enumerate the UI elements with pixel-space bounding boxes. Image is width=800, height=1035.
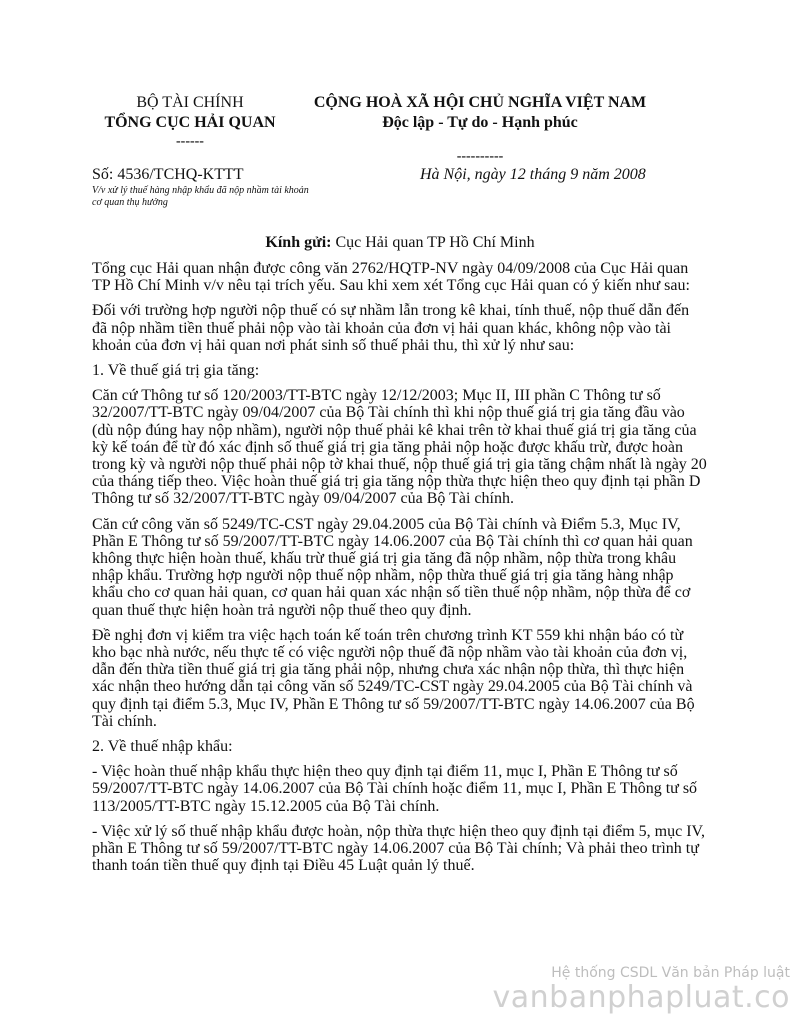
- document-number: Số: 4536/TCHQ-KTTT: [92, 166, 244, 183]
- paragraph: Đối với trường hợp người nộp thuế có sự nhầm lẫn trong kê khai, tính thuế, nộp thuế dẫn đến đã nộp nhầm tiền thuế phải nộp vào tài khoản của đơn vị hải quan khác, không nộp vào tài khoản của đơn vị hải quan nơi phát sinh số thuế phải thu, thì xử lý như sau:: [92, 302, 690, 354]
- document-body: [92, 260, 708, 883]
- section-heading: 2. Về thuế nhập khẩu:: [92, 738, 233, 756]
- paragraph: - Việc xử lý số thuế nhập khẩu được hoàn, nộp thừa thực hiện theo quy định tại điểm 5, mục IV, phần E Thông tư số 59/2007/TT-BTC ngày 14.06.2007 của Bộ Tài chính; Và phải theo trình tự thanh toán tiền thuế quy định tại Điều 45 Luật quản lý thuế.: [92, 822, 706, 875]
- paragraph: - Việc hoàn thuế nhập khẩu thực hiện theo quy định tại điểm 11, mục I, Phần E Thông tư số 59/2007/TT-BTC ngày 14.06.2007 của Bộ Tài chính hoặc điểm 11, mục I, Phần E Thông tư số 113/2005/TT-BTC ngày 15.12.2005 của Bộ Tài chính.: [92, 763, 698, 815]
- recipient-name: Cục Hải quan TP Hồ Chí Minh: [331, 234, 535, 251]
- department-rule: ------: [176, 134, 204, 149]
- recipient-label: Kính gửi:: [265, 234, 332, 251]
- motto: Độc lập - Tự do - Hạnh phúc: [382, 114, 578, 131]
- place-date: Hà Nội, ngày 12 tháng 9 năm 2008: [420, 166, 646, 183]
- paragraph: Đề nghị đơn vị kiểm tra việc hạch toán kế toán trên chương trình KT 559 khi nhận báo có từ kho bạc nhà nước, nếu thực tế có việc người nộp thuế đã nộp nhầm vào tài khoản của đơn vị, dẫn đến thừa tiền thuế giá trị gia tăng phải nộp, nhưng chưa xác nhận nộp thừa, thì thực hiện xác nhận theo hướng dẫn tại công văn số 5249/TC-CST ngày 29.04.2005 của Bộ Tài chính và quy định tại điểm 5.3, Mục IV, Phần E Thông tư số 59/2007/TT-BTC ngày 14.06.2007 của Bộ Tài chính.: [92, 626, 695, 730]
- recipient-line: [92, 234, 708, 252]
- motto-rule: ----------: [456, 149, 504, 164]
- watermark-caption: Hệ thống CSDL Văn bản Pháp luật: [551, 965, 790, 981]
- ministry-name: BỘ TÀI CHÍNH: [136, 94, 244, 111]
- nation-title: CỘNG HOÀ XÃ HỘI CHỦ NGHĨA VIỆT NAM: [313, 94, 647, 111]
- document-subject: V/v xử lý thuế hàng nhập khẩu đã nộp nhầm tài khoản cơ quan thụ hưởng: [92, 185, 309, 208]
- watermark-site: vanbanphapluat.co: [492, 980, 790, 1015]
- paragraph: Căn cứ Thông tư số 120/2003/TT-BTC ngày 12/12/2003; Mục II, III phần C Thông tư số 32/2007/TT-BTC ngày 09/04/2007 của Bộ Tài chính thì khi nộp thuế giá trị gia tăng đầu vào (dù nộp đúng hay nộp nhầm), người nộp thuế phải kê khai trên tờ khai thuế giá trị gia tăng của kỳ kế toán để từ đó xác định số thuế giá trị gia tăng phải nộp hoặc được khấu trừ, được hoàn trong kỳ và người nộp thuế phải nộp tờ khai thuế, nộp thuế giá trị gia tăng chậm nhất là ngày 20 của tháng tiếp theo. Việc hoàn thuế giá trị gia tăng nộp thừa thực hiện theo quy định tại phần D Thông tư số 32/2007/TT-BTC ngày 09/04/2007 của Bộ Tài chính.: [92, 387, 707, 508]
- paragraph: Căn cứ công văn số 5249/TC-CST ngày 29.04.2005 của Bộ Tài chính và Điểm 5.3, Mục IV, Phần E Thông tư số 59/2007/TT-BTC ngày 14.06.2007 của Bộ Tài chính thì cơ quan hải quan không thực hiện hoàn thuế, khấu trừ thuế giá trị gia tăng đã nộp nhầm, nộp thừa trong khâu nhập khẩu. Trường hợp người nộp thuế nộp nhầm, nộp thừa thuế giá trị gia tăng hàng nhập khẩu cho cơ quan hải quan, cơ quan hải quan xác nhận số tiền thuế nộp nhầm, nộp thừa để cơ quan thuế thực hiện hoàn trả người nộp thuế theo quy định.: [92, 515, 693, 619]
- section-heading: 1. Về thuế giá trị gia tăng:: [92, 362, 260, 380]
- paragraph: Tổng cục Hải quan nhận được công văn 2762/HQTP-NV ngày 04/09/2008 của Cục Hải quan TP Hồ Chí Minh v/v nêu tại trích yếu. Sau khi xem xét Tổng cục Hải quan có ý kiến như sau:: [92, 260, 690, 295]
- department-name: TỔNG CỤC HẢI QUAN: [104, 114, 276, 131]
